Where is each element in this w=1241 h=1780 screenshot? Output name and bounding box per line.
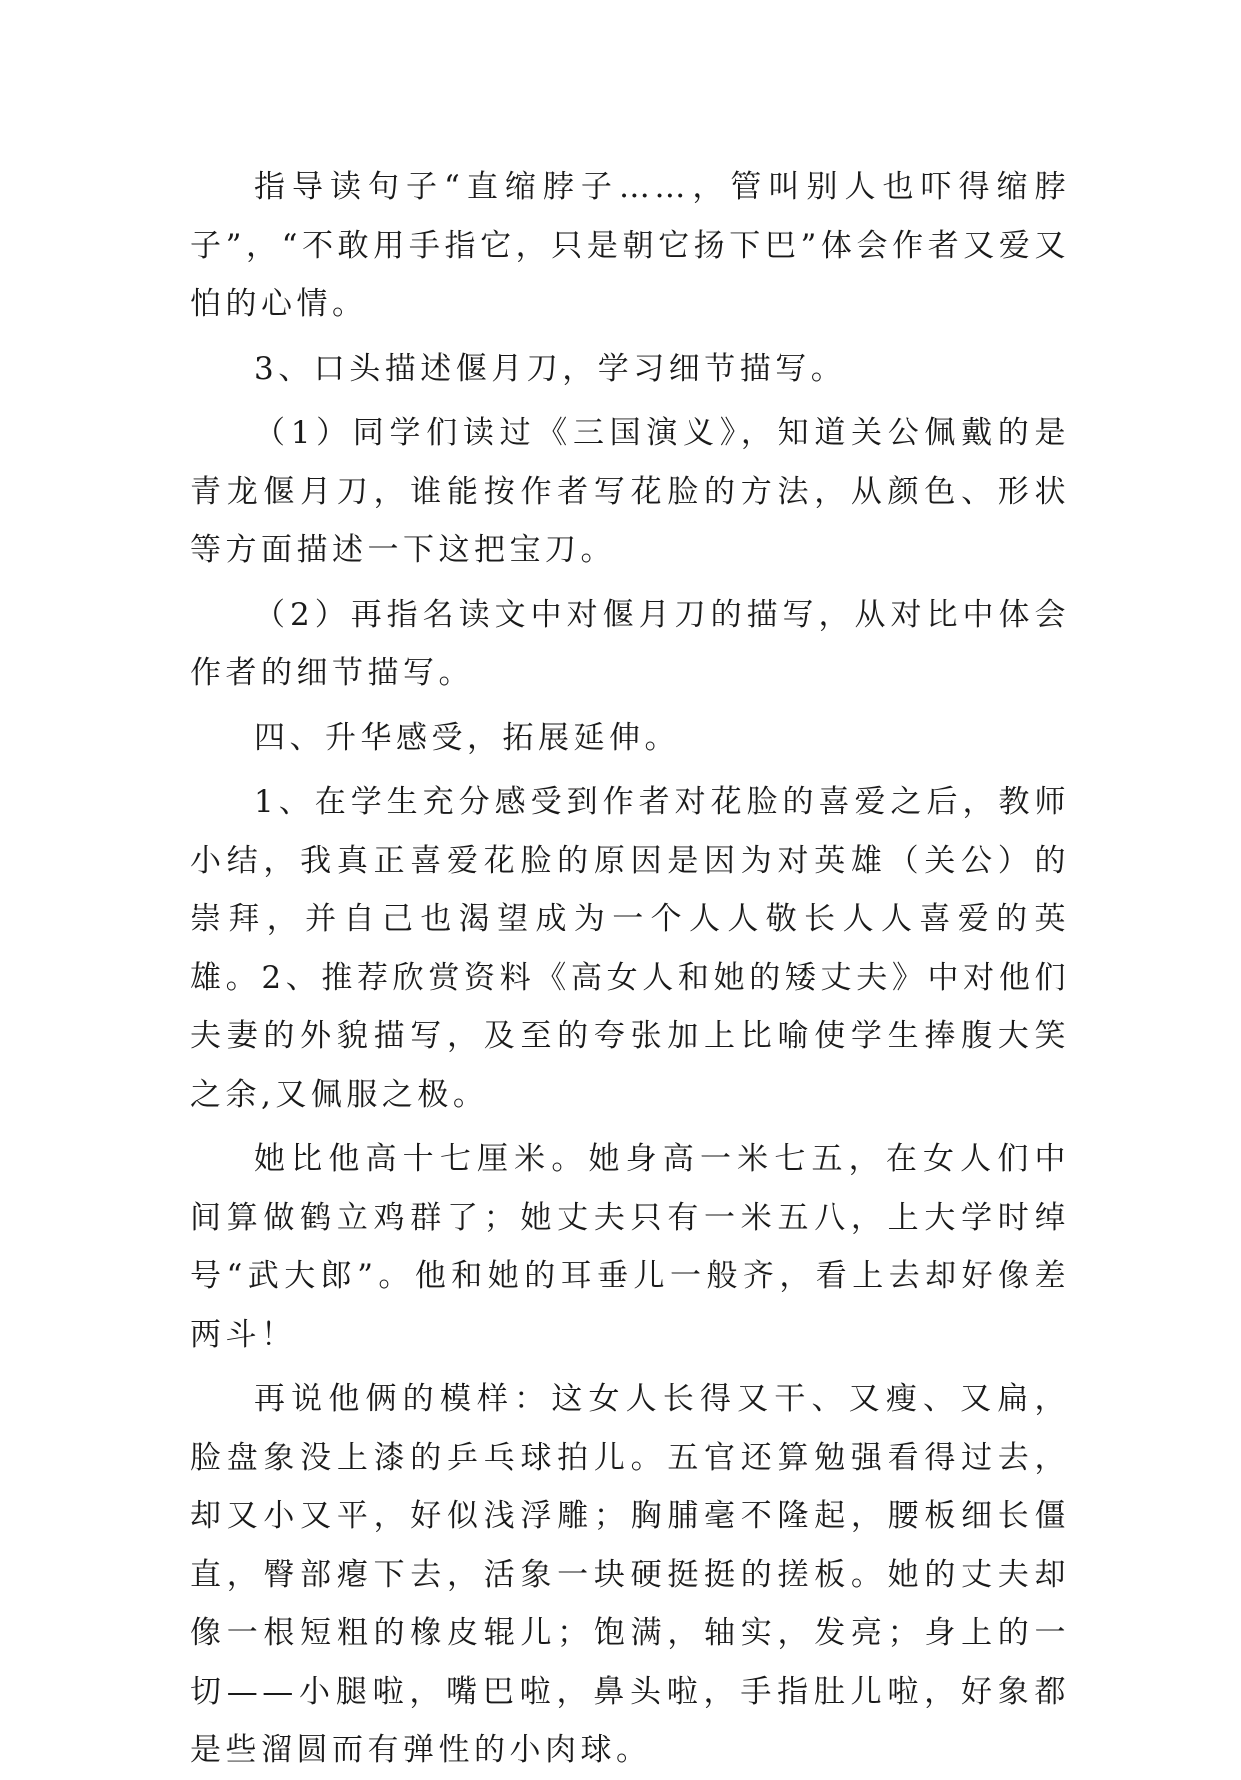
paragraph-section-4-1: 1、在学生充分感受到作者对花脸的喜爱之后，教师小结，我真正喜爱花脸的原因是因为对英雄（关公）的崇拜，并自己也渴望成为一个人人敬长人人喜爱的英雄。2、推荐欣赏资料《高女人和她的矮丈夫》中对他们夫妻的外貌描写，及至的夸张加上比喻使学生捧腹大笑之余,又佩服之极。 bbox=[190, 784, 1070, 1113]
paragraph-section-4-heading: 四、升华感受，拓展延伸。 bbox=[254, 719, 680, 756]
document-body bbox=[190, 158, 1070, 1780]
paragraph-step-3-heading: 3、口头描述偃月刀，学习细节描写。 bbox=[254, 350, 847, 387]
paragraph-excerpt-appearance: 再说他俩的模样：这女人长得又干、又瘦、又扁，脸盘象没上漆的乒乓球拍儿。五官还算勉强看得过去，却又小又平，好似浅浮雕；胸脯毫不隆起，腰板细长僵直，臀部瘪下去，活象一块硬挺挺的搓板。她的丈夫却像一根短粗的橡皮辊儿；饱满，轴实，发亮；身上的一切——小腿啦，嘴巴啦，鼻头啦，手指肚儿啦，好象都是些溜圆而有弹性的小肉球。 bbox=[190, 1381, 1070, 1768]
paragraph-step-3-1: （1）同学们读过《三国演义》，知道关公佩戴的是青龙偃月刀，谁能按作者写花脸的方法，从颜色、形状等方面描述一下这把宝刀。 bbox=[190, 415, 1070, 568]
paragraph-reading-guidance: 指导读句子“直缩脖子……，管叫别人也吓得缩脖子”，“不敢用手指它，只是朝它扬下巴”体会作者又爱又怕的心情。 bbox=[190, 169, 1070, 322]
paragraph-step-3-2: （2）再指名读文中对偃月刀的描写，从对比中体会作者的细节描写。 bbox=[190, 596, 1070, 691]
paragraph-excerpt-height: 她比他高十七厘米。她身高一米七五，在女人们中间算做鹤立鸡群了；她丈夫只有一米五八，上大学时绰号“武大郎”。他和她的耳垂儿一般齐，看上去却好像差两斗！ bbox=[190, 1141, 1070, 1353]
